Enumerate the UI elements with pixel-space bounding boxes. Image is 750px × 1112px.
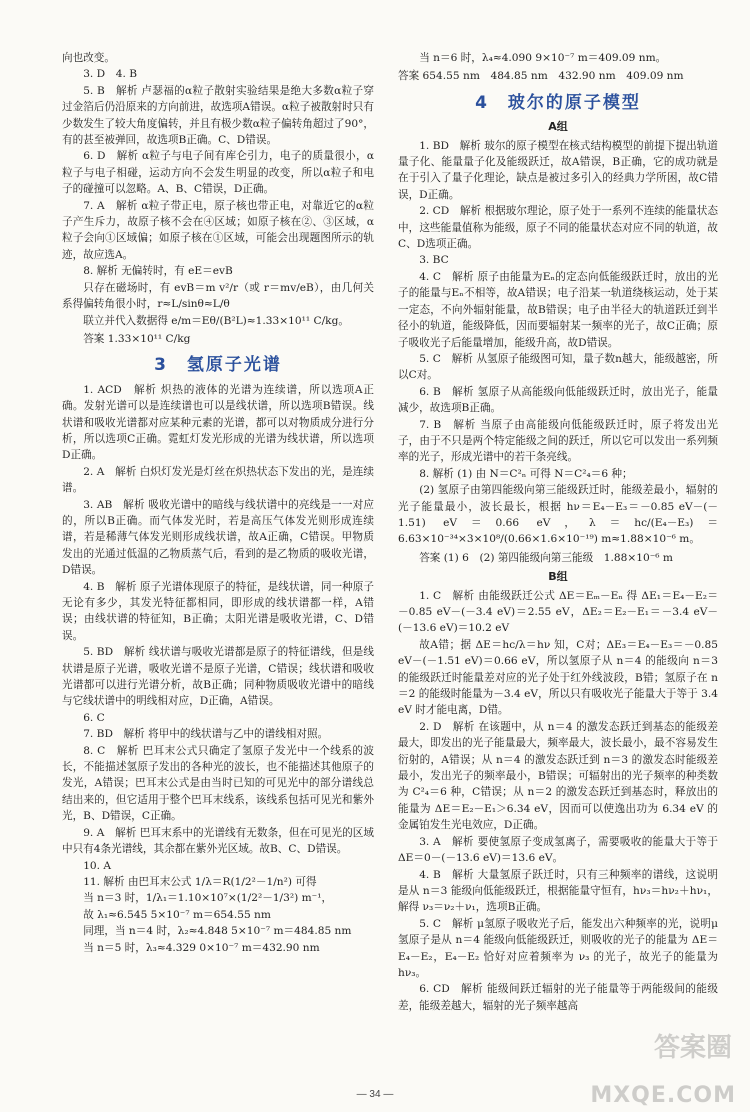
left-column	[62, 50, 374, 956]
solution-paragraph: 8. C 解析 巴耳末公式只确定了氢原子发光中一个线系的波长，不能描述氢原子发出的各种光的波长，也不能描述其他原子的发光，A错误；巴耳末公式是由当时已知的可见光中的部分谱线总结出来的，但它适用于整个巴耳末线系，该线系包括可见光和紫外光，B、D错误，C正确。	[62, 744, 374, 823]
answer-paragraph: 答案 654.55 nm 484.85 nm 432.90 nm 409.09 nm	[398, 70, 684, 83]
solution-paragraph: 1. BD 解析 玻尔的原子模型在核式结构模型的前提下提出轨道量子化、能量量子化及能级跃迁，故A错误，B正确，它的成功就是在于引入了量子化理论，缺点是被过多引入的经典力学所困，故C错误，D正确。	[398, 139, 718, 201]
solution-paragraph: 1. C 解析 由能级跃迁公式 ΔE＝Eₘ－Eₙ 得 ΔE₁＝E₄－E₂＝－0.85 eV－(－3.4 eV)＝2.55 eV，ΔE₂＝E₂－E₁＝－3.4 eV－(－13.6 eV)＝10.2 eV	[398, 589, 718, 635]
watermark-cn: 答案圈	[653, 1033, 732, 1063]
solution-paragraph: 3. BC	[419, 254, 449, 267]
solution-paragraph: 当 n＝6 时，λ₄≈4.090 9×10⁻⁷ m＝409.09 nm。	[419, 52, 667, 64]
solution-paragraph: 联立并代入数据得 e/m＝Eθ/(B²L)≈1.33×10¹¹ C/kg。	[83, 314, 349, 327]
solution-paragraph: 故 λ₁≈6.545 5×10⁻⁷ m＝654.55 nm	[83, 908, 271, 921]
watermark-en: MXQE.COM	[590, 1082, 736, 1108]
group-heading: A组	[548, 120, 568, 134]
solution-paragraph: 1. ACD 解析 炽热的液体的光谱为连续谱，所以选项A正确。发射光谱可以是连续谱也可以是线状谱，所以选项B错误。线状谱和吸收光谱都对应某种元素的光谱，都可以对物质成分进行分析，所以选项C正确。霓虹灯发光形成的光谱为线状谱，所以选项D正确。	[62, 383, 374, 462]
solution-paragraph: 4. C 解析 原子由能量为Eₙ的定态向低能级跃迁时，放出的光子的能量与Eₙ不相等，故A错误；电子沿某一轨道绕核运动，处于某一定态，不向外辐射能量，故B错误；电子由半径大的轨道跃迁到半径小的轨道，能级降低，因而要辐射某一频率的光子，故C正确；原子吸收光子后能量增加，能级升高，故D错误。	[398, 270, 718, 349]
solution-paragraph: 5. C 解析 μ氢原子吸收光子后，能发出六种频率的光，说明μ氢原子是从 n＝4 能级向低能级跃迁，则吸收的光子的能量为 ΔE＝E₄－E₂，E₄－E₂ 恰好对应着频率为 ν₃ 的光子，故光子的能量为 hν₃。	[398, 917, 718, 979]
solution-paragraph: 8. 解析 无偏转时，有 eE＝evB	[83, 265, 233, 278]
solution-paragraph: 3. A 解析 要使氢原子变成氢离子，需要吸收的能量大于等于 ΔE＝0－(－13.6 eV)＝13.6 eV。	[398, 835, 718, 865]
solution-paragraph: 6. D 解析 α粒子与电子间有库仑引力，电子的质量很小，α粒子与电子相碰，运动方向不会发生明显的改变，所以α粒子和电子的碰撞可以忽略。A、B、C错误，D正确。	[62, 150, 374, 196]
section-heading: 3 氢原子光谱	[154, 355, 282, 376]
solution-paragraph: 5. BD 解析 线状谱与吸收光谱都是原子的特征谱线，但是线状谱是原子光谱，吸收光谱不是原子光谱，C错误；线状谱和吸收光谱都可以进行光谱分析，故B正确；同种物质吸收光谱中的暗线与它线状谱中的明线相对应，D正确，A错误。	[62, 646, 374, 708]
page-number: — 34 —	[356, 1089, 394, 1100]
group-heading: B组	[548, 570, 568, 584]
solution-paragraph: 10. A	[83, 859, 112, 872]
solution-paragraph: 当 n＝5 时，λ₃≈4.329 0×10⁻⁷ m＝432.90 nm	[83, 941, 320, 954]
solution-paragraph: 7. BD 解析 将甲中的线状谱与乙中的谱线相对照。	[83, 728, 329, 741]
section-heading: 4 玻尔的原子模型	[475, 92, 641, 113]
solution-paragraph: 8. 解析 (1) 由 N＝C²ₙ 可得 N＝C²₄＝6 种；	[419, 467, 633, 480]
right-column	[398, 50, 718, 1014]
solution-paragraph: 2. D 解析 在该题中，从 n＝4 的激发态跃迁到基态的能级差最大，即发出的光子能量最大，频率最大，波长最小，最不容易发生衍射的，A错误；从 n＝4 的激发态跃迁到 n＝3 的激发态时能级差最小，发出光子的频率最小，B错误；可辐射出的光子频率的种类数为 C²₄＝6 种，C错误；从 n＝2 的激发态跃迁到基态时，释放出的能量为 ΔE＝E₂－E₁＞6.34 eV，因而可以使逸出功为 6.34 eV 的金属铂发生光电效应，D正确。	[398, 720, 718, 832]
solution-paragraph: 2. CD 解析 根据玻尔理论，原子处于一系列不连续的能量状态中，这些能量值称为能级，原子不同的能量状态对应不同的轨道，故C、D选项正确。	[398, 205, 718, 251]
solution-paragraph: 3. AB 解析 吸收光谱中的暗线与线状谱中的亮线是一一对应的，所以B正确。而气体发光时，若是高压气体发光则形成连续谱，若是稀薄气体发光则形成线状谱，故A正确，C错误。甲物质发出的光通过低温的乙物质蒸气后，看到的是乙物质的吸收光谱，D错误。	[62, 498, 374, 577]
solution-paragraph: 2. A 解析 白炽灯发光是灯丝在炽热状态下发出的光，是连续谱。	[62, 465, 374, 495]
solution-paragraph: 同理，当 n＝4 时，λ₂≈4.848 5×10⁻⁷ m＝484.85 nm	[83, 925, 352, 938]
solution-paragraph: 只存在磁场时，有 evB＝m v²/r（或 r＝mv/eB），由几何关系得偏转角很小时，r≈L/sinθ≈L/θ	[62, 281, 374, 311]
answer-paragraph: 答案 (1) 6 (2) 第四能级向第三能级 1.88×10⁻⁶ m	[419, 551, 673, 564]
solution-paragraph: 9. A 解析 巴耳末系中的光谱线有无数条，但在可见光的区域中只有4条光谱线，其余都在紫外光区域。故B、C、D错误。	[62, 826, 374, 856]
solution-paragraph: 5. B 解析 卢瑟福的α粒子散射实验结果是绝大多数α粒子穿过金箔后仍沿原来的方向前进，故选项A错误。α粒子被散射时只有少数发生了较大角度偏转，并且有极少数α粒子偏转角超过了90°，有的甚至被弹回，故选项B正确。C、D错误。	[62, 84, 374, 147]
solution-paragraph: 3. D 4. B	[83, 68, 138, 81]
watermark-logo	[590, 1033, 742, 1108]
answer-paragraph: 答案 1.33×10¹¹ C/kg	[83, 332, 191, 345]
solution-paragraph: 4. B 解析 大量氢原子跃迁时，只有三种频率的谱线，这说明是从 n＝3 能级向低能级跃迁，根据能量守恒有，hν₃＝hν₂＋hν₁，解得 ν₃＝ν₂＋ν₁，选项B正确。	[398, 868, 718, 914]
solution-paragraph: 6. C	[83, 711, 105, 724]
solution-paragraph: 当 n＝3 时，1/λ₁＝1.10×10⁷×(1/2²－1/3²) m⁻¹，	[83, 892, 333, 905]
solution-paragraph: 7. B 解析 当原子由高能级向低能级跃迁时，原子将发出光子，由于不只是两个特定能级之间的跃迁，所以它可以发出一系列频率的光子，形成光谱中的若干条亮线。	[398, 418, 718, 464]
solution-paragraph: 5. C 解析 从氢原子能级图可知，量子数n越大，能级越密，所以C对。	[398, 352, 718, 382]
solution-paragraph: 7. A 解析 α粒子带正电，原子核也带正电，对靠近它的α粒子产生斥力，故原子核不会在④区域；如原子核在②、③区域，α粒子会向①区域偏；如原子核在①区域，可能会出现题图所示的轨迹，故应选A。	[62, 199, 374, 261]
solution-paragraph: 6. CD 解析 能级间跃迁辐射的光子能量等于两能级间的能级差，能级差越大，辐射的光子频率越高	[398, 983, 718, 1012]
solution-paragraph: (2) 氢原子由第四能级向第三能级跃迁时，能级差最小，辐射的光子能量最小，波长最长，根据 hν＝E₄－E₃＝－0.85 eV－(－1.51) eV＝0.66 eV，λ＝hc/(E₄－E₃)＝6.63×10⁻³⁴×3×10⁸/(0.66×1.6×10⁻¹⁹) m≈1.88×10⁻⁶ m。	[398, 484, 718, 546]
solution-paragraph: 4. B 解析 原子光谱体现原子的特征，是线状谱，同一种原子无论有多少，其发光特征都相同，即形成的线状谱都一样，A错误；由线状谱的特征知，B正确；太阳光谱是吸收光谱，C、D错误。	[62, 580, 374, 642]
solution-paragraph: 6. B 解析 氢原子从高能级向低能级跃迁时，放出光子，能量减少，故选项B正确。	[398, 385, 718, 415]
solution-paragraph: 故A错；据 ΔE＝hc/λ＝hν 知，C对；ΔE₃＝E₄－E₃＝－0.85 eV－(－1.51 eV)＝0.66 eV，所以氢原子从 n＝4 的能级向 n＝3 的能级跃迁时能量差对应的光子处于红外线波段，B错；氢原子在 n＝2 的能级时能量为－3.4 eV，所以只有吸收光子能量大于等于 3.4 eV 时才能电离，D错。	[398, 638, 718, 717]
solution-paragraph: 向也改变。	[62, 52, 115, 64]
solution-paragraph: 11. 解析 由巴耳末公式 1/λ＝R(1/2²－1/n²) 可得	[83, 875, 317, 888]
